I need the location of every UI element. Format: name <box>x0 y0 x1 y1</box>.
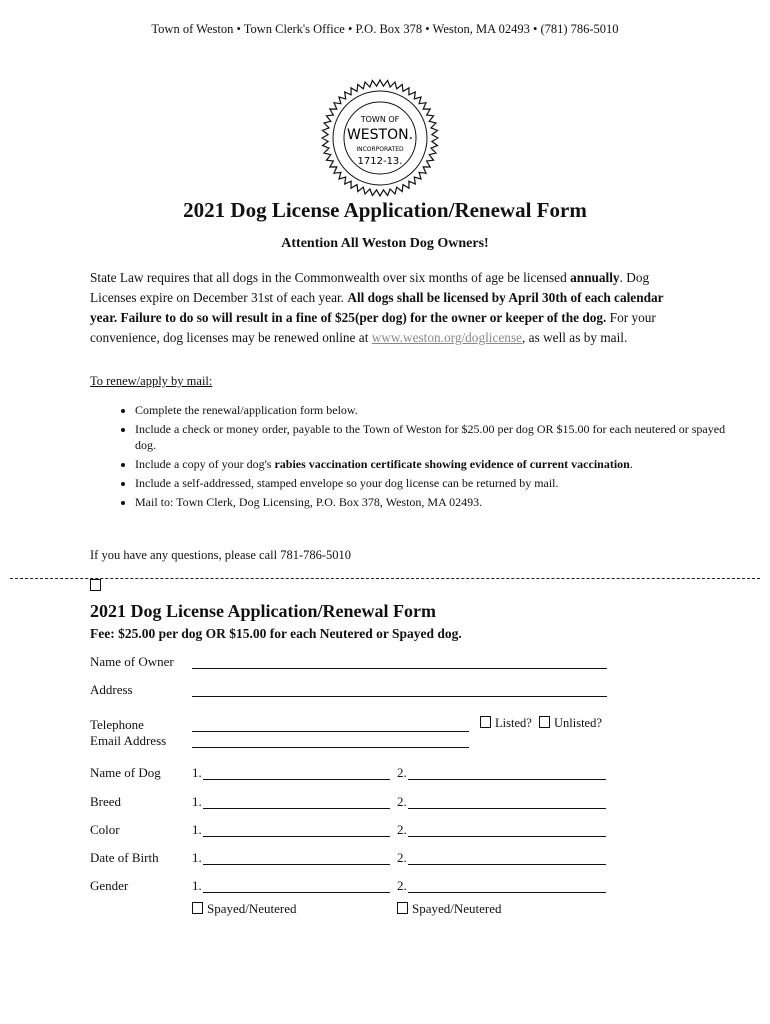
online-license-link[interactable]: www.weston.org/doglicense <box>371 330 523 345</box>
dog-2-number: 2. <box>397 765 407 780</box>
dog-2-number: 2. <box>397 794 407 809</box>
unlisted-label: Unlisted? <box>554 716 602 730</box>
gender-field-2[interactable] <box>408 892 606 893</box>
name-of-dog-label: Name of Dog <box>90 765 161 780</box>
spayed-label: Spayed/Neutered <box>412 901 502 916</box>
questions-text: If you have any questions, please call 781-786-5010 <box>90 548 352 562</box>
svg-text:WESTON.: WESTON. <box>346 127 414 143</box>
color-field-2[interactable] <box>408 836 606 837</box>
list-item: • Mail to: Town Clerk, Dog Licensing, P.O. Box 378, Weston, MA 02493. <box>135 494 735 510</box>
gender-label: Gender <box>90 878 129 893</box>
list-item: • Complete the renewal/application form below. <box>135 402 735 418</box>
list-item-text: . <box>629 457 633 471</box>
intro-text: State Law requires that all dogs in the Commonwealth over six months of age be licensed <box>90 270 571 285</box>
dog-1-number: 1. <box>192 850 202 865</box>
date-of-birth-field-1[interactable] <box>203 864 390 865</box>
intro-paragraph <box>90 268 690 348</box>
mail-heading: To renew/apply by mail: <box>90 374 213 388</box>
telephone-field[interactable] <box>192 731 469 732</box>
mail-instructions-list <box>90 402 735 513</box>
owner-label: Name of Owner <box>90 654 174 669</box>
checkbox-icon <box>397 902 408 914</box>
dog-2-number: 2. <box>397 878 407 893</box>
checkbox-icon <box>192 902 203 914</box>
list-item-text: Include a copy of your dog's <box>135 457 275 471</box>
dog-1-number: 1. <box>192 822 202 837</box>
intro-text: For your convenience, dog licenses may be renewed online at <box>90 310 656 345</box>
checkbox-icon <box>90 579 101 591</box>
owner-field[interactable] <box>192 668 607 669</box>
cut-line <box>10 578 760 579</box>
page-title: 2021 Dog License Application/Renewal Form <box>183 198 587 222</box>
name-of-dog-field-1[interactable] <box>203 779 390 780</box>
spayed-label: Spayed/Neutered <box>207 901 297 916</box>
list-item: • Include a self-addressed, stamped envelope so your dog license can be returned by mail. <box>135 475 735 491</box>
unlisted-checkbox[interactable] <box>539 716 602 731</box>
spayed-checkbox-2[interactable] <box>397 901 502 917</box>
email-label: Email Address <box>90 733 167 748</box>
dog-1-number: 1. <box>192 765 202 780</box>
list-item <box>135 456 735 472</box>
form-title: 2021 Dog License Application/Renewal Form <box>90 601 436 621</box>
dog-2-number: 2. <box>397 850 407 865</box>
intro-text: , as well as by mail. <box>522 330 628 345</box>
breed-field-2[interactable] <box>408 808 606 809</box>
intro-text: . Dog Licenses expire on December 31st of each year. <box>90 270 650 305</box>
listed-checkbox[interactable] <box>480 716 532 731</box>
intro-bold: All dogs shall be licensed by April 30th of each calendar year. Failure to do so will result in a fine of $25(per dog) for the owner or keeper of the dog. <box>90 290 664 325</box>
color-label: Color <box>90 822 120 837</box>
name-of-dog-field-2[interactable] <box>408 779 606 780</box>
email-field[interactable] <box>192 747 469 748</box>
subtitle: Attention All Weston Dog Owners! <box>281 236 489 251</box>
header-address: Town of Weston • Town Clerk's Office • P.O. Box 378 • Weston, MA 02493 • (781) 786-5010 <box>151 22 619 36</box>
listed-label: Listed? <box>495 716 532 730</box>
gender-field-1[interactable] <box>203 892 390 893</box>
spayed-checkbox-1[interactable] <box>192 901 297 917</box>
fee-text: Fee: $25.00 per dog OR $15.00 for each Neutered or Spayed dog. <box>90 626 462 641</box>
date-of-birth-field-2[interactable] <box>408 864 606 865</box>
address-label: Address <box>90 682 133 697</box>
list-item-bold: rabies vaccination certificate showing evidence of current vaccination <box>274 457 630 471</box>
breed-label: Breed <box>90 794 122 809</box>
dog-2-number: 2. <box>397 822 407 837</box>
checkbox-icon <box>539 716 550 728</box>
date-of-birth-label: Date of Birth <box>90 850 159 865</box>
list-item: • Include a check or money order, payable to the Town of Weston for $25.00 per dog OR $15.00 for each neutered or spayed dog. <box>135 421 735 453</box>
checkbox-icon <box>480 716 491 728</box>
breed-field-1[interactable] <box>203 808 390 809</box>
intro-bold: annually <box>570 270 620 285</box>
svg-text:TOWN OF: TOWN OF <box>360 115 400 124</box>
color-field-1[interactable] <box>203 836 390 837</box>
svg-text:1712-13.: 1712-13. <box>357 156 403 167</box>
dog-1-number: 1. <box>192 878 202 893</box>
town-seal-logo <box>316 78 444 198</box>
address-field[interactable] <box>192 696 607 697</box>
telephone-label: Telephone <box>90 717 144 732</box>
svg-text:INCORPORATED: INCORPORATED <box>356 146 404 153</box>
dog-1-number: 1. <box>192 794 202 809</box>
